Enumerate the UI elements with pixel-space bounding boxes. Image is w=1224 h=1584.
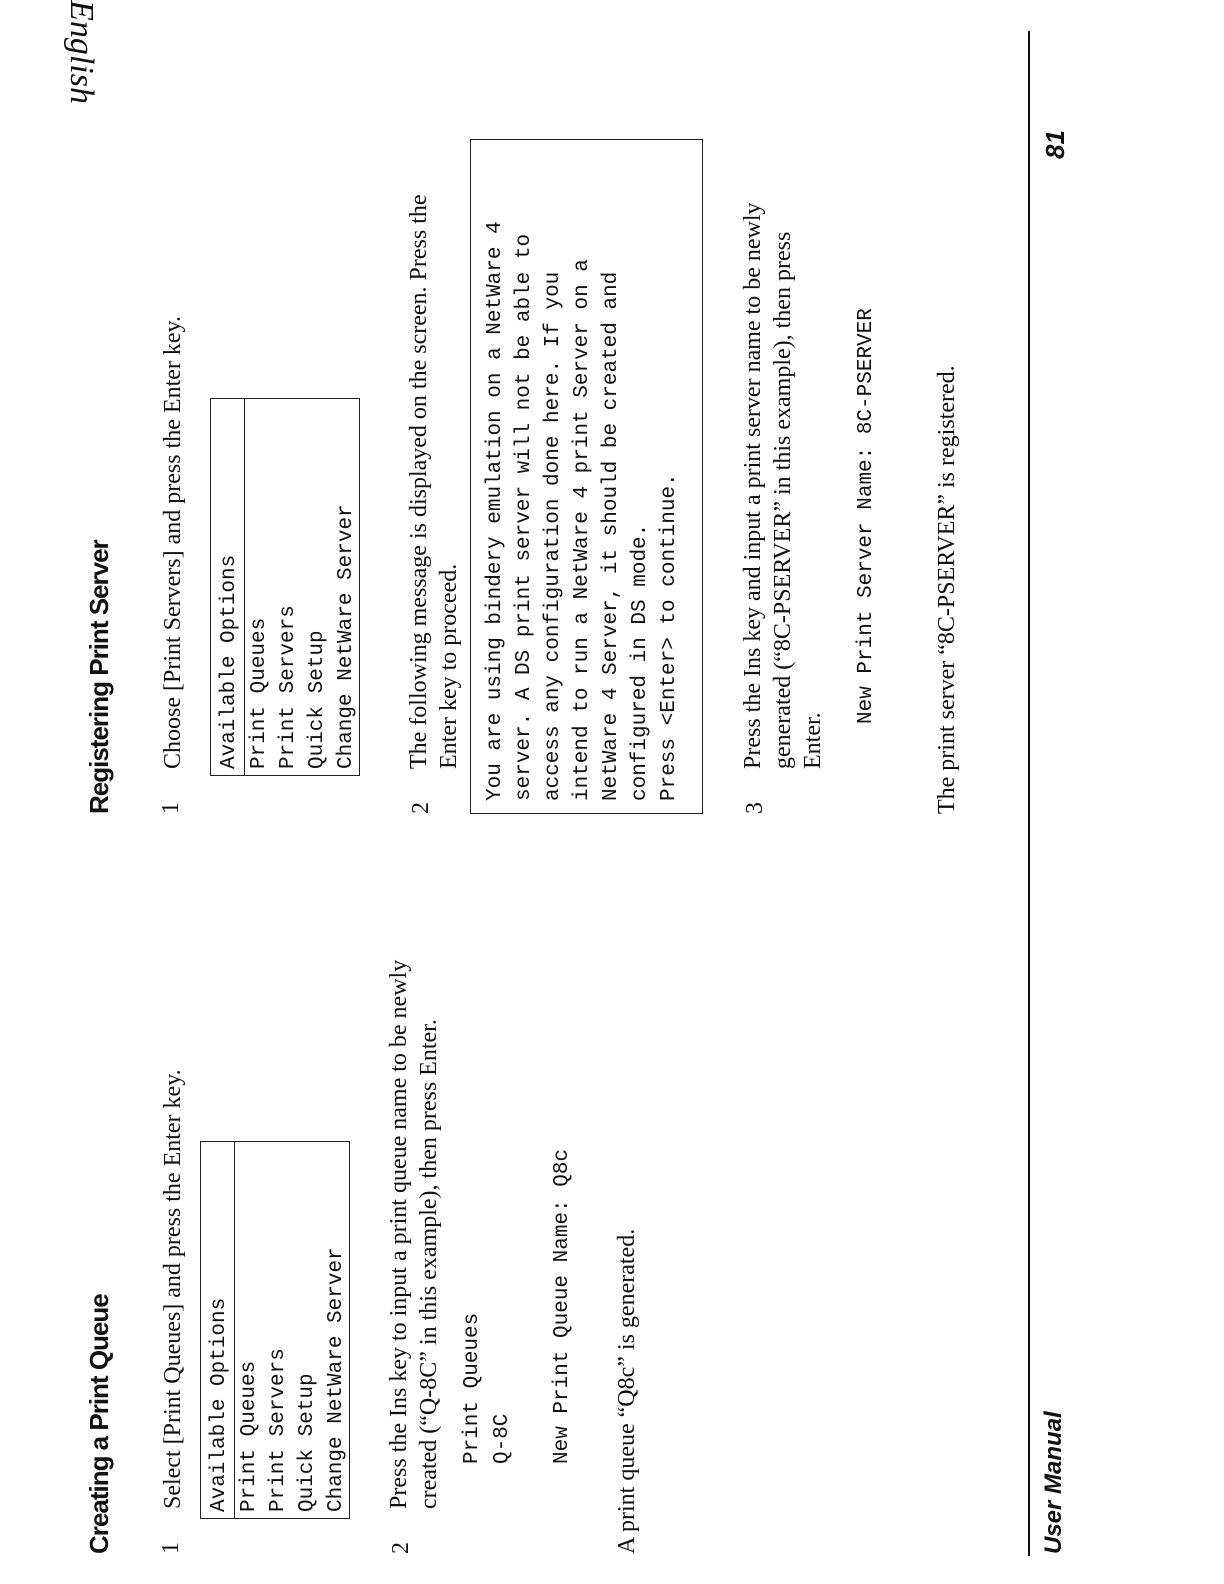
result-text: A print queue “Q8c” is generated. (614, 1228, 640, 1554)
step-text: Select [Print Queues] and press the Enter key. (160, 1069, 186, 1509)
step-number: 2 (388, 1542, 414, 1554)
print-queue-item: Q-8C (491, 1413, 514, 1464)
step-text-line: Press the Ins key to input a print queue name to be newly (386, 959, 412, 1509)
step-text: Choose [Print Servers] and press the Enter key. (160, 316, 186, 769)
new-print-queue-prompt: New Print Queue Name: Q8c (551, 1148, 574, 1464)
available-options-menu (200, 1141, 350, 1519)
language-label: English (63, 0, 100, 104)
menu-title: Available Options (201, 1142, 235, 1518)
menu-item-print-servers: Print Servers (277, 605, 300, 769)
step-text-line: The following message is displayed on the screen. Press the (406, 194, 432, 769)
menu-item-change-netware-server: Change NetWare Server (325, 1247, 348, 1512)
available-options-menu (210, 398, 360, 776)
step-text-line: Enter key to proceed. (436, 563, 462, 769)
menu-item-quick-setup: Quick Setup (306, 630, 329, 769)
message-line: access any configuration done here. If you (542, 271, 565, 801)
bindery-warning-message-box (470, 139, 703, 814)
message-line: intend to run a NetWare 4 print Server on a (571, 259, 594, 801)
menu-item-quick-setup: Quick Setup (296, 1373, 319, 1512)
message-line: server. A DS print server will not be able to (513, 233, 536, 801)
step-text-line: Press the Ins key and input a print server name to be newly (740, 202, 766, 769)
section-heading-print-server: Registering Print Server (84, 540, 114, 814)
result-text: The print server “8C-PSERVER” is registered. (934, 365, 960, 814)
step-text-line: generated (“8C-PSERVER” in this example), then press (770, 231, 796, 769)
step-number: 1 (158, 802, 184, 814)
message-line: configured in DS mode. (629, 523, 652, 801)
menu-item-print-queues: Print Queues (248, 617, 271, 769)
step-number: 3 (742, 802, 768, 814)
new-print-server-prompt: New Print Server Name: 8C-PSERVER (855, 308, 878, 724)
section-heading-print-queue: Creating a Print Queue (84, 1294, 114, 1554)
menu-title: Available Options (211, 399, 245, 775)
print-queues-list-title: Print Queues (461, 1312, 484, 1464)
menu-item-print-queues: Print Queues (238, 1360, 261, 1512)
step-text-line: Enter. (800, 712, 826, 769)
step-text-line: created (“Q-8C” in this example), then press Enter. (416, 1019, 442, 1509)
message-line: Press <Enter> to continue. (658, 473, 681, 801)
message-line: You are using bindery emulation on a NetWare 4 (484, 221, 507, 801)
footer-title: User Manual (1040, 1411, 1067, 1554)
footer-rule (1028, 31, 1030, 1556)
menu-item-print-servers: Print Servers (267, 1348, 290, 1512)
step-number: 2 (408, 802, 434, 814)
message-line: NetWare 4 Server, it should be created and (600, 271, 623, 801)
menu-item-change-netware-server: Change NetWare Server (335, 504, 358, 769)
step-number: 1 (158, 1542, 184, 1554)
page-number: 81 (1040, 130, 1070, 159)
